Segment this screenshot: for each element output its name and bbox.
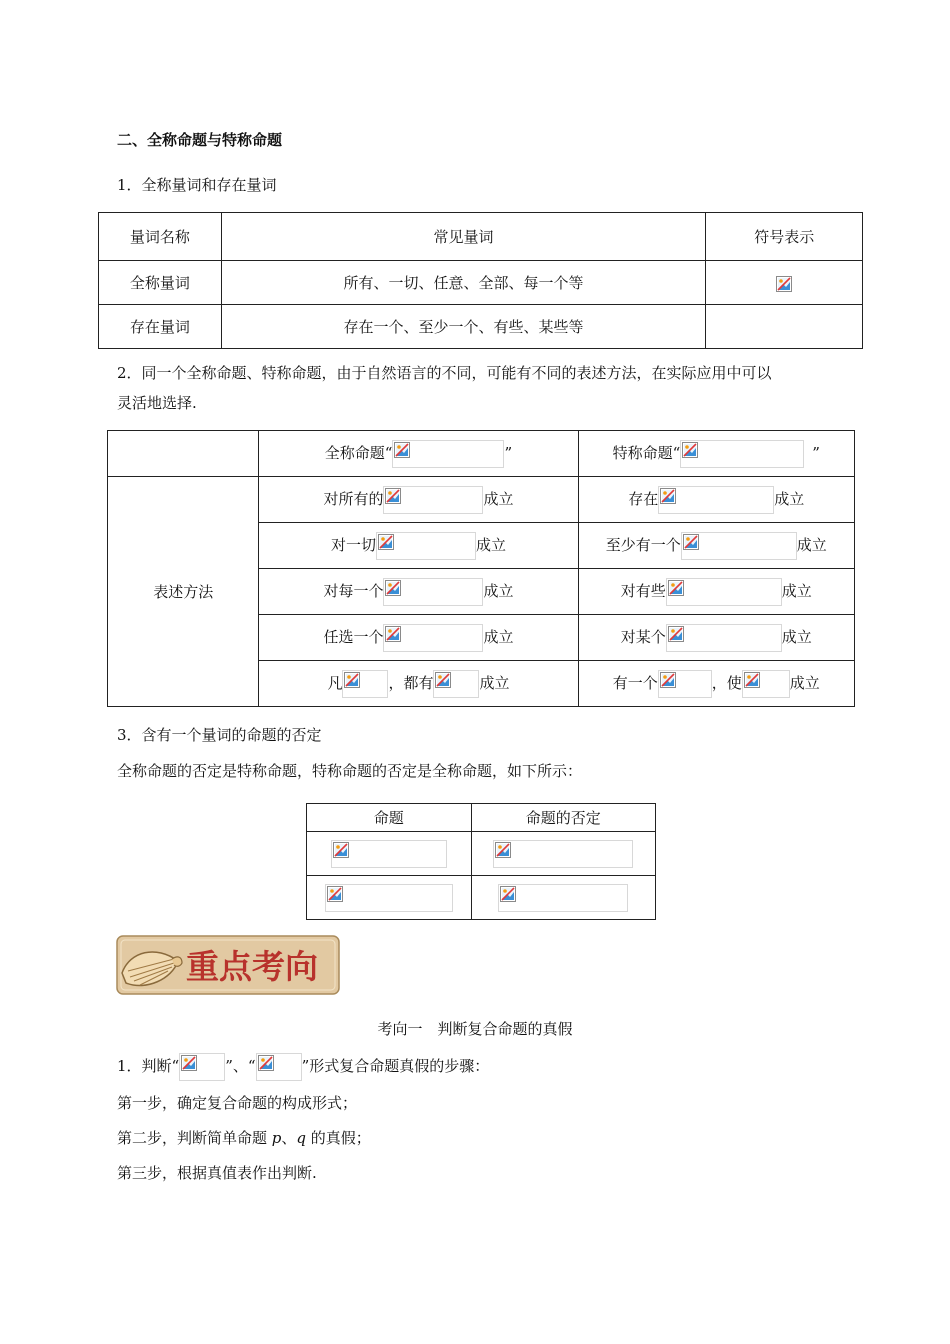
- close-quote: ”: [812, 443, 820, 462]
- close-quote: ”: [504, 443, 513, 462]
- table3-cell: [307, 832, 472, 876]
- expression-table: [107, 430, 855, 707]
- table2-cell: [259, 661, 578, 707]
- table1-header-common: 常见量词: [221, 213, 706, 261]
- p2-line1: 2．同一个全称命题、特称命题，由于自然语言的不同，可能有不同的表述方法，在实际应用中可以: [117, 364, 772, 382]
- broken-image-icon: [683, 534, 699, 550]
- phrase: 存在: [628, 489, 659, 508]
- phrase: 成立: [781, 627, 812, 646]
- variable-p: p: [271, 1129, 282, 1147]
- broken-image-icon: [333, 842, 349, 858]
- formula-image-placeholder: [681, 532, 797, 560]
- phrase: 成立: [483, 489, 514, 508]
- formula-image-placeholder: [433, 670, 479, 698]
- quantifier-table: [98, 212, 863, 349]
- phrase: ，使: [711, 673, 742, 692]
- step-intro-part: 1．判断“: [117, 1057, 180, 1075]
- table3-header-proposition: 命题: [307, 804, 472, 832]
- broken-image-icon: [776, 276, 792, 292]
- broken-image-icon: [258, 1055, 274, 1071]
- formula-image-placeholder: [383, 624, 483, 652]
- formula-image-placeholder: [742, 670, 790, 698]
- broken-image-icon: [378, 534, 394, 550]
- broken-image-icon: [435, 672, 451, 688]
- table2-corner: [108, 431, 259, 477]
- p3-heading: 3．含有一个量词的命题的否定: [117, 726, 322, 744]
- key-direction-banner: [116, 933, 342, 997]
- table3-header-negation: 命题的否定: [471, 804, 655, 832]
- step-2: [117, 1127, 371, 1148]
- table1-cell: 全称量词: [99, 261, 222, 305]
- step-intro: [117, 1052, 489, 1081]
- formula-image-placeholder: [666, 578, 782, 606]
- phrase: 成立: [475, 535, 506, 554]
- table2-cell: [259, 523, 578, 569]
- phrase: ，都有: [388, 673, 434, 692]
- formula-image-placeholder: [179, 1053, 225, 1081]
- phrase: 有一个: [612, 673, 658, 692]
- table2-cell: [578, 661, 854, 707]
- table2-cell: [578, 615, 854, 661]
- broken-image-icon: [385, 488, 401, 504]
- phrase: 任选一个: [323, 627, 384, 646]
- table2-cell: [578, 523, 854, 569]
- step-intro-part: ”、“: [225, 1057, 256, 1075]
- formula-image-placeholder: [666, 624, 782, 652]
- formula-image-placeholder: [256, 1053, 302, 1081]
- phrase: 至少有一个: [605, 535, 681, 554]
- formula-image-placeholder: [493, 840, 633, 868]
- table2-head-existential: [578, 431, 854, 477]
- table3-cell: [307, 876, 472, 920]
- formula-image-placeholder: [383, 578, 483, 606]
- negation-table: [306, 803, 656, 920]
- table1-cell: 所有、一切、任意、全部、每一个等: [221, 261, 706, 305]
- formula-image-placeholder: [331, 840, 447, 868]
- variable-q: q: [296, 1129, 307, 1147]
- table1-header-symbol: 符号表示: [706, 213, 863, 261]
- broken-image-icon: [181, 1055, 197, 1071]
- table2-cell: [259, 569, 578, 615]
- formula-image-placeholder: [680, 440, 804, 468]
- table2-cell: [578, 477, 854, 523]
- p2-line2: 灵活地选择.: [117, 394, 197, 412]
- table2-head-universal: [259, 431, 578, 477]
- table1-symbol-cell: [706, 305, 863, 349]
- table2-cell: [259, 615, 578, 661]
- phrase: 成立: [781, 581, 812, 600]
- formula-image-placeholder: [342, 670, 388, 698]
- formula-image-placeholder: [383, 486, 483, 514]
- head-univ-label: 全称命题“: [324, 443, 393, 462]
- phrase: 成立: [483, 627, 514, 646]
- broken-image-icon: [495, 842, 511, 858]
- phrase: 成立: [789, 673, 820, 692]
- formula-image-placeholder: [376, 532, 476, 560]
- phrase: 成立: [774, 489, 805, 508]
- broken-image-icon: [385, 580, 401, 596]
- table3-cell: [471, 876, 655, 920]
- formula-image-placeholder: [658, 486, 774, 514]
- head-exist-label: 特称命题“: [612, 443, 681, 462]
- step-2-part: 第二步，判断简单命题: [117, 1129, 272, 1147]
- step-intro-part: ”形式复合命题真假的步骤：: [301, 1057, 490, 1075]
- step-2-part: 、: [281, 1129, 297, 1147]
- broken-image-icon: [660, 488, 676, 504]
- table1-cell: 存在一个、至少一个、有些、某些等: [221, 305, 706, 349]
- broken-image-icon: [344, 672, 360, 688]
- broken-image-icon: [668, 580, 684, 596]
- row-label-expression: 表述方法: [108, 477, 259, 707]
- formula-image-placeholder: [325, 884, 453, 912]
- broken-image-icon: [682, 442, 698, 458]
- formula-image-placeholder: [658, 670, 712, 698]
- banner-title: 重点考向: [186, 947, 318, 986]
- broken-image-icon: [327, 886, 343, 902]
- formula-image-placeholder: [392, 440, 504, 468]
- phrase: 成立: [483, 581, 514, 600]
- phrase: 对一切: [330, 535, 376, 554]
- phrase: 对所有的: [323, 489, 384, 508]
- step-2-part: 的真假；: [306, 1129, 371, 1147]
- p3-text: 全称命题的否定是特称命题，特称命题的否定是全称命题，如下所示：: [117, 762, 583, 780]
- broken-image-icon: [385, 626, 401, 642]
- phrase: 对有些: [620, 581, 666, 600]
- phrase: 凡: [327, 673, 343, 692]
- table1-symbol-cell: [706, 261, 863, 305]
- table2-cell: [578, 569, 854, 615]
- phrase: 成立: [479, 673, 510, 692]
- phrase: 对每一个: [323, 581, 384, 600]
- broken-image-icon: [668, 626, 684, 642]
- formula-image-placeholder: [498, 884, 628, 912]
- phrase: 对某个: [620, 627, 666, 646]
- phrase: 成立: [796, 535, 827, 554]
- kao-xiang-title: 考向一 判断复合命题的真假: [377, 1020, 573, 1038]
- broken-image-icon: [660, 672, 676, 688]
- broken-image-icon: [394, 442, 410, 458]
- table2-cell: [259, 477, 578, 523]
- step-1: 第一步，确定复合命题的构成形式；: [117, 1094, 358, 1112]
- table1-header-name: 量词名称: [99, 213, 222, 261]
- section-title: 二、全称命题与特称命题: [117, 131, 283, 149]
- step-3: 第三步，根据真值表作出判断.: [117, 1164, 317, 1182]
- broken-image-icon: [744, 672, 760, 688]
- p1-heading: 1．全称量词和存在量词: [117, 176, 277, 194]
- table3-cell: [471, 832, 655, 876]
- broken-image-icon: [500, 886, 516, 902]
- table1-cell: 存在量词: [99, 305, 222, 349]
